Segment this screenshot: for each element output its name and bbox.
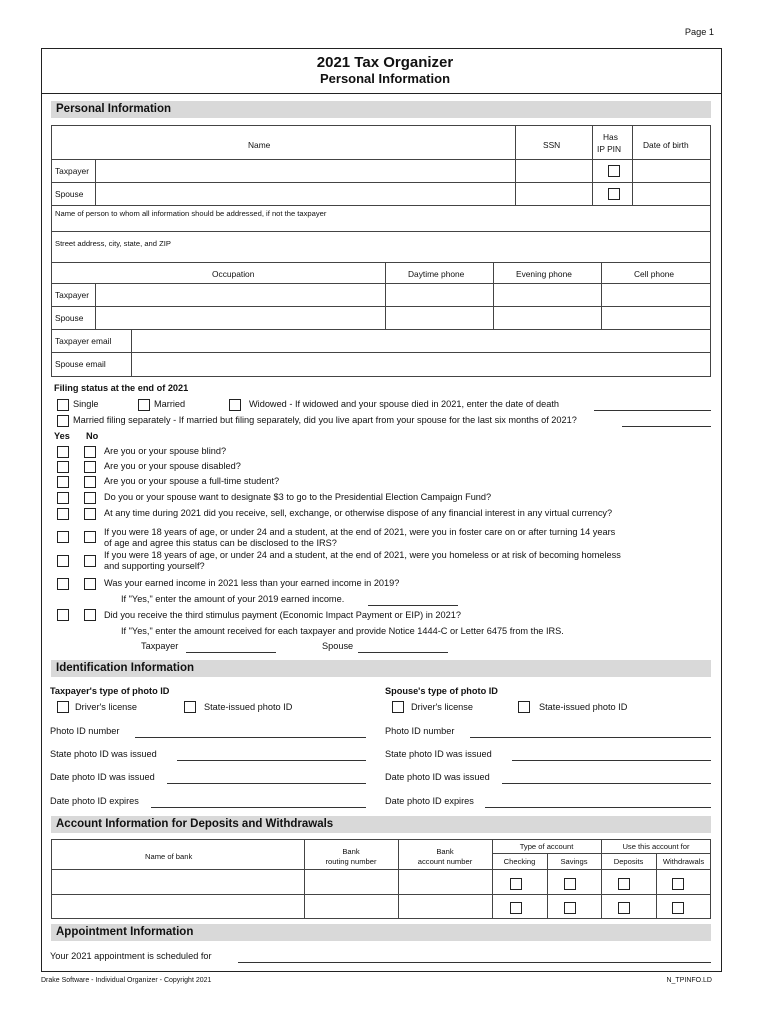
sp-state-issued-field[interactable] [512,760,711,761]
acct1-checking-checkbox[interactable] [510,878,522,890]
q2-text: Are you or your spouse disabled? [104,461,241,471]
personal-section-title: Personal Information [51,101,711,118]
married-label: Married [154,399,186,409]
widowed-checkbox[interactable] [229,399,241,411]
appointment-label: Your 2021 appointment is scheduled for [50,951,212,961]
sp-drivers-checkbox[interactable] [392,701,404,713]
acct2-deposits-checkbox[interactable] [618,902,630,914]
acct2-savings-checkbox[interactable] [564,902,576,914]
spouse-ippin-checkbox[interactable] [608,188,620,200]
q6-no-checkbox[interactable] [84,531,96,543]
q1-no-checkbox[interactable] [84,446,96,458]
tp-date-expires-field[interactable] [151,807,366,808]
married-checkbox[interactable] [138,399,150,411]
sp-date-expires-field[interactable] [485,807,711,808]
q9-spouse-label: Spouse [322,641,354,651]
yes-header: Yes [54,431,70,441]
footer-copyright: Drake Software - Individual Organizer - Copyright 2021 [41,977,212,984]
q9-yes-checkbox[interactable] [57,609,69,621]
tp-state-issued-field[interactable] [177,760,366,761]
filing-status-title: Filing status at the end of 2021 [54,383,189,393]
acct2-checking-checkbox[interactable] [510,902,522,914]
sp-state-id-label: State-issued photo ID [539,702,628,712]
q6-yes-checkbox[interactable] [57,531,69,543]
q5-yes-checkbox[interactable] [57,508,69,520]
q9-taxpayer-label: Taxpayer [141,641,179,651]
col-routing-2: routing number [325,857,377,866]
col-name: Name [248,140,271,150]
no-header: No [86,431,99,441]
q3-text: Are you or your spouse a full-time student? [104,476,280,486]
mfs-label: Married filing separately - If married but filing separately, did you live apart from your spouse for the last six months of 2021? [73,415,577,425]
addressed-label: Name of person to whom all information should be addressed, if not the taxpayer [55,209,327,218]
q4-text: Do you or your spouse want to designate $3 to go to the Presidential Election Campaign Fund? [104,492,492,502]
q7-no-checkbox[interactable] [84,555,96,567]
col-withdrawals: Withdrawals [662,857,705,866]
q8-amount-field[interactable] [368,605,458,606]
col-ippin: IP PIN [597,144,622,154]
tp-date-issued-field[interactable] [167,783,366,784]
col-evening: Evening phone [516,269,572,279]
col-savings: Savings [560,857,588,866]
q5-text: At any time during 2021 did you receive, sell, exchange, or otherwise dispose of any financial interest in any virtual currency? [104,508,613,518]
col-ssn: SSN [543,140,561,150]
col-has: Has [603,132,618,142]
sp-drivers-label: Driver's license [411,702,473,712]
q8-yes-checkbox[interactable] [57,578,69,590]
q9-no-checkbox[interactable] [84,609,96,621]
acct1-withdrawals-checkbox[interactable] [672,878,684,890]
account-section-title: Account Information for Deposits and Withdrawals [51,816,711,833]
tp-drivers-checkbox[interactable] [57,701,69,713]
street-label: Street address, city, state, and ZIP [55,239,171,248]
q9-sub: If "Yes," enter the amount received for each taxpayer and provide Notice 1444-C or Letter 6475 from the IRS. [121,626,564,636]
q7-text-2: and supporting yourself? [104,561,205,571]
sp-date-issued-label: Date photo ID was issued [385,772,490,782]
tp-photo-id-number-label: Photo ID number [50,726,120,736]
col-cell: Cell phone [634,269,675,279]
sp-state-issued-label: State photo ID was issued [385,749,492,759]
q1-text: Are you or your spouse blind? [104,446,227,456]
form-subtitle: Personal Information [319,71,451,86]
personal-table [51,125,711,377]
spouse-email-label: Spouse email [55,359,106,369]
q5-no-checkbox[interactable] [84,508,96,520]
tp-date-issued-label: Date photo ID was issued [50,772,155,782]
occ-row-spouse: Spouse [55,313,84,323]
taxpayer-email-label: Taxpayer email [55,336,112,346]
col-type-of-account: Type of account [519,842,574,851]
q2-yes-checkbox[interactable] [57,461,69,473]
col-use-account-for: Use this account for [622,842,690,851]
q1-yes-checkbox[interactable] [57,446,69,458]
q4-yes-checkbox[interactable] [57,492,69,504]
q9-spouse-field[interactable] [358,652,448,653]
row-spouse: Spouse [55,189,84,199]
occ-row-taxpayer: Taxpayer [55,290,89,300]
page-number: Page 1 [684,27,714,37]
single-checkbox[interactable] [57,399,69,411]
sp-photo-id-number-label: Photo ID number [385,726,455,736]
q7-yes-checkbox[interactable] [57,555,69,567]
acct2-withdrawals-checkbox[interactable] [672,902,684,914]
col-account-1: Bank [436,847,454,856]
col-occupation: Occupation [212,269,255,279]
tp-state-id-checkbox[interactable] [184,701,196,713]
q4-no-checkbox[interactable] [84,492,96,504]
q6-text-1: If you were 18 years of age, or under 24 and a student, at the end of 2021, were you in foster care on or after turning 14 years [104,527,616,537]
tp-drivers-label: Driver's license [75,702,137,712]
sp-date-expires-label: Date photo ID expires [385,796,474,806]
row-taxpayer: Taxpayer [55,166,89,176]
tp-state-id-label: State-issued photo ID [204,702,293,712]
acct1-deposits-checkbox[interactable] [618,878,630,890]
mfs-answer-field[interactable] [622,426,711,427]
widowed-label: Widowed - If widowed and your spouse died in 2021, enter the date of death [249,399,560,409]
footer-form-code: N_TPINFO.LD [666,977,712,984]
date-of-death-field[interactable] [594,410,711,411]
tp-photo-id-number-field[interactable] [135,737,366,738]
sp-date-issued-field[interactable] [502,783,711,784]
q6-text-2: of age and agree this status can be disclosed to the IRS? [104,538,337,548]
sp-state-id-checkbox[interactable] [518,701,530,713]
col-dob: Date of birth [643,140,689,150]
col-deposits: Deposits [613,857,644,866]
q8-text: Was your earned income in 2021 less than your earned income in 2019? [104,578,400,588]
q9-taxpayer-field[interactable] [186,652,276,653]
q8-sub: If "Yes," enter the amount of your 2019 earned income. [121,594,345,604]
appointment-section-title: Appointment Information [51,924,711,941]
q3-yes-checkbox[interactable] [57,476,69,488]
col-bank-name: Name of bank [145,852,193,861]
form-title: 2021 Tax Organizer [316,54,454,71]
taxpayer-photo-id-title: Taxpayer's type of photo ID [50,686,170,696]
q2-no-checkbox[interactable] [84,461,96,473]
single-label: Single [73,399,99,409]
appointment-field[interactable] [238,962,711,963]
taxpayer-ippin-checkbox[interactable] [608,165,620,177]
tp-date-expires-label: Date photo ID expires [50,796,139,806]
col-daytime: Daytime phone [408,269,465,279]
q7-text-1: If you were 18 years of age, or under 24 and a student, at the end of 2021, were you homeless or at risk of becoming homeless [104,550,621,560]
spouse-photo-id-title: Spouse's type of photo ID [385,686,498,696]
mfs-checkbox[interactable] [57,415,69,427]
col-checking: Checking [503,857,536,866]
q3-no-checkbox[interactable] [84,476,96,488]
tp-state-issued-label: State photo ID was issued [50,749,157,759]
identification-section-title: Identification Information [51,660,711,677]
col-routing-1: Bank [342,847,360,856]
q8-no-checkbox[interactable] [84,578,96,590]
col-account-2: account number [417,857,473,866]
q9-text: Did you receive the third stimulus payment (Economic Impact Payment or EIP) in 2021? [104,610,461,620]
sp-photo-id-number-field[interactable] [470,737,711,738]
acct1-savings-checkbox[interactable] [564,878,576,890]
